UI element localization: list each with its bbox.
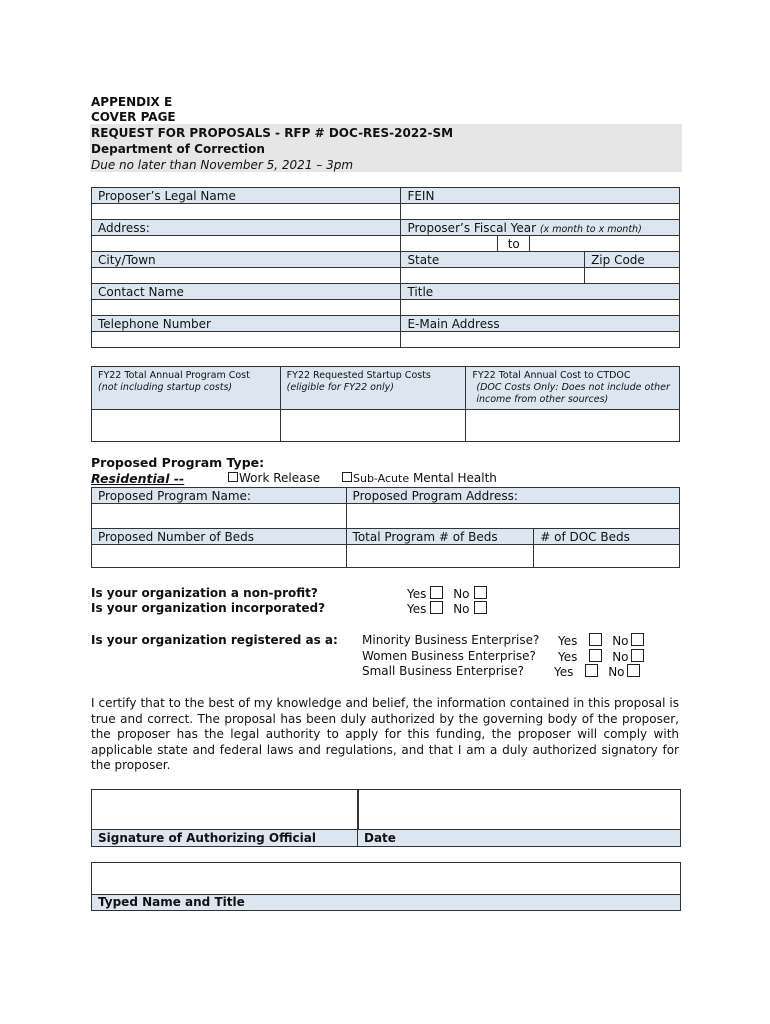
certification-text: I certify that to the best of my knowledge and belief, the information contained in this proposal is true and correct. The proposal has been duly authorized by the governing body of the proposer, the proposer has the legal authority to apply for this funding, the proposer will comply with applicable state and federal laws and regulations, and that I am a duly authorized signatory for the proposer. [91,696,679,772]
proposer-table [91,187,680,348]
typed-name-label: Typed Name and Title [91,894,681,911]
date-label: Date [357,829,681,847]
contact-label: Contact Name [92,284,401,300]
sub-acute-option[interactable] [342,471,497,485]
startup-cost-label [280,367,466,410]
incorporated-yes-checkbox[interactable] [430,601,443,614]
annual-cost-title: FY22 Total Annual Program Cost [98,370,250,381]
startup-cost-title: FY22 Requested Startup Costs [286,370,431,381]
wbe-answer [558,649,644,664]
ctdoc-cost-label [466,367,680,410]
signature-field[interactable] [91,789,359,831]
cost-table [91,366,680,442]
num-beds-label: Proposed Number of Beds [92,529,347,545]
cover-page-label: COVER PAGE [91,110,176,124]
sub-acute-text: Sub-Acute [353,472,410,485]
yes-text: Yes [407,602,427,616]
phone-label: Telephone Number [92,316,401,332]
zip-label: Zip Code [585,252,680,268]
program-address-field[interactable] [346,504,679,529]
city-field[interactable] [92,268,401,284]
sbe-no-checkbox[interactable] [627,664,640,677]
mental-health-text: Mental Health [412,471,497,485]
legal-name-field[interactable] [92,204,401,220]
program-type-heading: Proposed Program Type: [91,455,265,470]
phone-field[interactable] [92,332,401,348]
mbe-label: Minority Business Enterprise? [362,633,540,647]
work-release-option[interactable] [228,471,320,485]
signature-label: Signature of Authorizing Official [91,829,359,847]
due-date: Due no later than November 5, 2021 – 3pm [91,158,354,172]
typed-name-field[interactable] [91,862,681,896]
registered-question: Is your organization registered as a: [91,633,338,647]
mbe-answer [558,633,644,648]
sbe-label: Small Business Enterprise? [362,664,524,678]
fiscal-year-text: Proposer’s Fiscal Year [407,220,537,235]
contact-field[interactable] [92,300,401,316]
sbe-yes-checkbox[interactable] [585,664,598,677]
sub-acute-checkbox[interactable] [342,472,352,482]
fiscal-year-label [401,220,680,236]
fiscal-year-hint: (x month to x month) [539,223,642,235]
sbe-answer [554,664,640,679]
incorporated-question: Is your organization incorporated? [91,601,326,615]
num-beds-field[interactable] [92,545,347,568]
address-label: Address: [92,220,401,236]
state-field[interactable] [401,268,585,284]
residential-label: Residential -- [91,471,185,486]
zip-field[interactable] [585,268,680,284]
title-label: Title [401,284,680,300]
email-label: E-Main Address [401,316,680,332]
yes-text: Yes [407,587,427,601]
city-label: City/Town [92,252,401,268]
ctdoc-cost-note: (DOC Costs Only: Does not include other income from other sources) [476,382,670,405]
wbe-yes-checkbox[interactable] [589,649,602,662]
program-name-label: Proposed Program Name: [92,488,347,504]
ctdoc-cost-title: FY22 Total Annual Cost to CTDOC [472,370,631,381]
work-release-text: Work Release [239,471,321,485]
no-text: No [608,665,625,679]
wbe-label: Women Business Enterprise? [362,649,536,663]
department-name: Department of Correction [91,142,265,156]
ctdoc-cost-field[interactable] [466,410,680,442]
title-field[interactable] [401,300,680,316]
no-text: No [453,587,470,601]
total-beds-label: Total Program # of Beds [346,529,534,545]
fein-label: FEIN [401,188,680,204]
program-name-field[interactable] [92,504,347,529]
nonprofit-answer [407,586,487,601]
incorporated-answer [407,601,487,616]
yes-text: Yes [558,650,578,664]
address-field[interactable] [92,236,401,252]
nonprofit-question: Is your organization a non-profit? [91,586,318,600]
program-table [91,487,680,568]
appendix-label: APPENDIX E [91,95,173,109]
doc-beds-label: # of DOC Beds [534,529,680,545]
mbe-yes-checkbox[interactable] [589,633,602,646]
nonprofit-yes-checkbox[interactable] [430,586,443,599]
nonprofit-no-checkbox[interactable] [474,586,487,599]
startup-cost-note: (eligible for FY22 only) [286,382,394,393]
program-address-label: Proposed Program Address: [346,488,679,504]
startup-cost-field[interactable] [280,410,466,442]
annual-cost-note: (not including startup costs) [98,382,233,393]
date-field[interactable] [357,789,681,831]
fiscal-to-label: to [498,236,530,252]
fiscal-start-field[interactable] [401,236,498,252]
no-text: No [612,650,629,664]
fiscal-end-field[interactable] [530,236,680,252]
fein-field[interactable] [401,204,680,220]
doc-beds-field[interactable] [534,545,680,568]
mbe-no-checkbox[interactable] [631,633,644,646]
state-label: State [401,252,585,268]
total-beds-field[interactable] [346,545,534,568]
annual-cost-label [92,367,281,410]
incorporated-no-checkbox[interactable] [474,601,487,614]
rfp-title: REQUEST FOR PROPOSALS - RFP # DOC-RES-2022-SM [91,126,454,140]
no-text: No [612,634,629,648]
yes-text: Yes [554,665,574,679]
no-text: No [453,602,470,616]
annual-cost-field[interactable] [92,410,281,442]
work-release-checkbox[interactable] [228,472,238,482]
email-field[interactable] [401,332,680,348]
yes-text: Yes [558,634,578,648]
legal-name-label: Proposer’s Legal Name [92,188,401,204]
wbe-no-checkbox[interactable] [631,649,644,662]
